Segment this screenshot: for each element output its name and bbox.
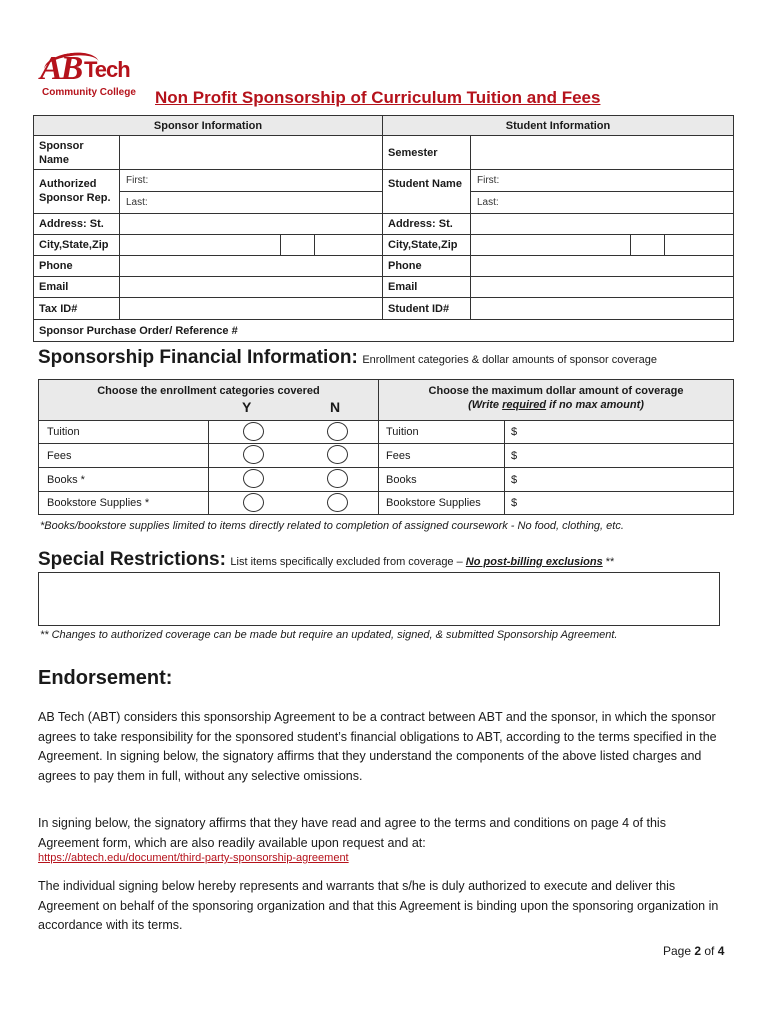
student-name-label: Student Name bbox=[382, 169, 471, 214]
category-label: Tuition bbox=[38, 420, 209, 444]
student-city-field[interactable] bbox=[470, 234, 631, 256]
no-radio[interactable] bbox=[327, 422, 348, 441]
yn-cell bbox=[208, 491, 379, 515]
semester-label: Semester bbox=[382, 135, 471, 170]
student-phone-label: Phone bbox=[382, 255, 471, 277]
max-coverage-sub-c: if no max amount) bbox=[546, 399, 644, 411]
yn-cell bbox=[208, 443, 379, 468]
logo-ab: AB bbox=[40, 50, 82, 87]
yes-radio[interactable] bbox=[243, 445, 264, 464]
semester-field[interactable] bbox=[470, 135, 734, 170]
sponsor-email-field[interactable] bbox=[119, 276, 383, 298]
yes-radio[interactable] bbox=[243, 493, 264, 512]
yes-radio[interactable] bbox=[243, 469, 264, 488]
page-prefix: Page bbox=[663, 944, 695, 958]
tax-id-label: Tax ID# bbox=[33, 297, 120, 320]
restrictions-textarea[interactable] bbox=[38, 572, 720, 626]
agreement-link[interactable]: https://abtech.edu/document/third-party-sponsorship-agreement bbox=[38, 852, 349, 864]
page-number bbox=[663, 944, 724, 958]
sponsor-address-label: Address: St. bbox=[33, 213, 120, 235]
sponsor-state-field[interactable] bbox=[280, 234, 315, 256]
no-column-label: N bbox=[330, 399, 341, 415]
coverage-category-label: Fees bbox=[378, 443, 505, 468]
coverage-category-label: Tuition bbox=[378, 420, 505, 444]
student-last-field[interactable]: Last: bbox=[470, 191, 734, 214]
student-id-field[interactable] bbox=[470, 297, 734, 320]
page-total: 4 bbox=[717, 944, 725, 958]
page-current: 2 bbox=[694, 944, 702, 958]
sponsor-rep-last-field[interactable]: Last: bbox=[119, 191, 383, 214]
coverage-amount-field[interactable]: $ bbox=[504, 467, 734, 492]
coverage-amount-field[interactable]: $ bbox=[504, 491, 734, 515]
sponsor-rep-first-field[interactable]: First: bbox=[119, 169, 383, 192]
sponsor-phone-label: Phone bbox=[33, 255, 120, 277]
financial-note: Enrollment categories & dollar amounts of sponsor coverage bbox=[362, 354, 658, 366]
no-radio[interactable] bbox=[327, 445, 348, 464]
endorsement-paragraph-1: AB Tech (ABT) considers this sponsorship Agreement to be a contract between ABT and the sponsor, in which the sponsor agrees to take responsibility for the sponsored student’s financial obligations to ABT, according to the terms specified in the Agreement. In signing below, the signatory affirms that they understand the components of the above listed charges and agrees to pay them in full, without any selective omissions. bbox=[38, 710, 717, 783]
yn-cell bbox=[208, 467, 379, 492]
student-city-label: City,State,Zip bbox=[382, 234, 471, 256]
coverage-amount-field[interactable]: $ bbox=[504, 443, 734, 468]
restrictions-heading bbox=[38, 548, 614, 572]
yes-radio[interactable] bbox=[243, 422, 264, 441]
endorsement-title: Endorsement: bbox=[38, 667, 173, 689]
purchase-order-field[interactable]: Sponsor Purchase Order/ Reference # bbox=[33, 319, 734, 342]
sponsor-city-field[interactable] bbox=[119, 234, 281, 256]
student-id-label: Student ID# bbox=[382, 297, 471, 320]
yn-cell bbox=[208, 420, 379, 444]
endorsement-paragraph-2: In signing below, the signatory affirms that they have read and agree to the terms and conditions on page 4 of this Agreement form, which are also readily available upon request and at: bbox=[38, 816, 666, 850]
enrollment-categories-header bbox=[38, 379, 379, 421]
max-coverage-sub bbox=[379, 398, 733, 412]
max-coverage-label: Choose the maximum dollar amount of coverage bbox=[428, 385, 684, 397]
books-footnote: *Books/bookstore supplies limited to items directly related to completion of assigned coursework - No food, clothing, etc. bbox=[40, 520, 624, 532]
yes-column-label: Y bbox=[242, 399, 252, 415]
student-first-field[interactable]: First: bbox=[470, 169, 734, 192]
page-title: Non Profit Sponsorship of Curriculum Tuition and Fees bbox=[155, 88, 601, 107]
student-email-label: Email bbox=[382, 276, 471, 298]
no-radio[interactable] bbox=[327, 469, 348, 488]
sponsor-name-field[interactable] bbox=[119, 135, 383, 170]
page-of: of bbox=[701, 944, 718, 958]
student-email-field[interactable] bbox=[470, 276, 734, 298]
category-label: Bookstore Supplies * bbox=[38, 491, 209, 515]
authorized-rep-label: Authorized Sponsor Rep. bbox=[33, 169, 120, 214]
logo-tech: Tech bbox=[84, 57, 130, 82]
logo-community-college: Community College bbox=[42, 87, 136, 98]
coverage-category-label: Books bbox=[378, 467, 505, 492]
sponsor-zip-field[interactable] bbox=[314, 234, 383, 256]
sponsor-city-label: City,State,Zip bbox=[33, 234, 120, 256]
student-phone-field[interactable] bbox=[470, 255, 734, 277]
restrictions-emphasis: No post-billing exclusions bbox=[465, 556, 603, 568]
enrollment-categories-label: Choose the enrollment categories covered bbox=[97, 385, 320, 397]
financial-title: Sponsorship Financial Information: bbox=[38, 347, 358, 368]
financial-section-heading bbox=[38, 346, 657, 370]
coverage-category-label: Bookstore Supplies bbox=[378, 491, 505, 515]
max-coverage-sub-a: (Write bbox=[468, 399, 503, 411]
restrictions-stars: ** bbox=[602, 556, 615, 568]
sponsor-address-field[interactable] bbox=[119, 213, 383, 235]
student-zip-field[interactable] bbox=[664, 234, 734, 256]
student-address-field[interactable] bbox=[470, 213, 734, 235]
max-coverage-header bbox=[378, 379, 734, 421]
coverage-amount-field[interactable]: $ bbox=[504, 420, 734, 444]
sponsor-email-label: Email bbox=[33, 276, 120, 298]
category-label: Fees bbox=[38, 443, 209, 468]
restrictions-footnote: ** Changes to authorized coverage can be made but require an updated, signed, & submitted Sponsorship Agreement. bbox=[40, 629, 618, 641]
restrictions-title: Special Restrictions: bbox=[38, 549, 226, 570]
sponsor-info-header: Sponsor Information bbox=[33, 115, 383, 136]
restrictions-note: List items specifically excluded from coverage – bbox=[230, 556, 466, 568]
no-radio[interactable] bbox=[327, 493, 348, 512]
sponsor-name-label: Sponsor Name bbox=[33, 135, 120, 170]
sponsor-phone-field[interactable] bbox=[119, 255, 383, 277]
max-coverage-sub-required: required bbox=[502, 399, 547, 411]
category-label: Books * bbox=[38, 467, 209, 492]
tax-id-field[interactable] bbox=[119, 297, 383, 320]
student-state-field[interactable] bbox=[630, 234, 665, 256]
student-info-header: Student Information bbox=[382, 115, 734, 136]
endorsement-paragraph-3: The individual signing below hereby represents and warrants that s/he is duly authorized to execute and deliver this Agreement on behalf of the sponsoring organization and that this Agreement is binding upon the sponsoring organization in accordance with its terms. bbox=[38, 879, 719, 932]
student-address-label: Address: St. bbox=[382, 213, 471, 235]
